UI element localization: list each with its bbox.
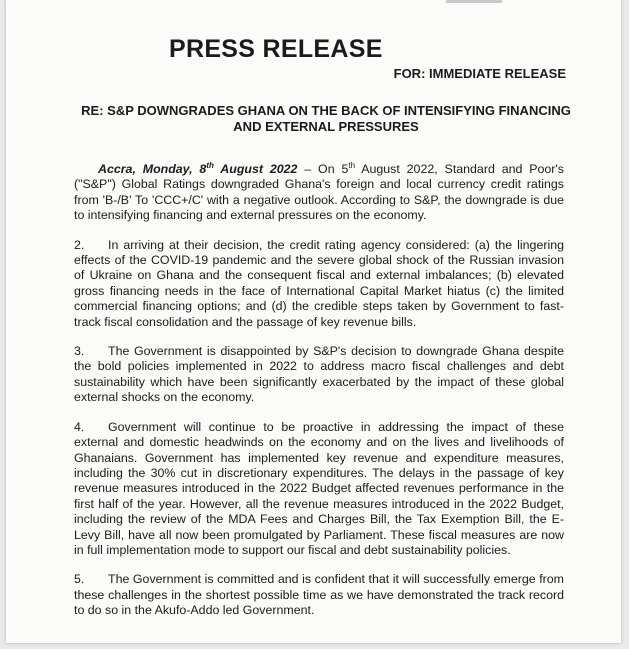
paragraph-1: Accra, Monday, 8th August 2022 – On 5th August 2022, Standard and Poor's ("S&P") Global Ratings downgraded Ghana's foreign and local currency credit ratings from 'B-/B' To 'CCC+/C' with a negative outlook. According to S&P, the downgrade is due to intensifying financing and external pressures on the economy. (74, 160, 564, 223)
subject-line: RE: S&P DOWNGRADES GHANA ON THE BACK OF INTENSIFYING FINANCING AND EXTERNAL PRESSURES (81, 103, 571, 134)
paragraph-3: 3. The Government is disappointed by S&P's decision to downgrade Ghana despite the bold policies implemented in 2022 to address macro fiscal challenges and debt sustainability which have been significantly exacerbated by the impact of these global external shocks on the economy. (74, 344, 564, 405)
paragraph-5: 5. The Government is committed and is confident that it will successfully emerge from these challenges in the shortest possible time as we have demonstrated the track record to do so in the Akufo-Addo led Government. (74, 572, 564, 618)
scan-artifact-mark (446, 0, 502, 3)
dateline: Accra, Monday, 8th August 2022 (98, 160, 298, 176)
paragraph-number: 4. (74, 419, 85, 434)
release-tag: FOR: IMMEDIATE RELEASE (393, 66, 566, 81)
paragraph-number: 3. (74, 344, 85, 359)
paragraph-number: 5. (74, 572, 85, 587)
paragraph-number: 2. (74, 237, 85, 252)
document-page (6, 0, 621, 643)
page-title: PRESS RELEASE (169, 35, 383, 63)
paragraph-2: 2. In arriving at their decision, the credit rating agency considered: (a) the lingering effects of the COVID-19 pandemic and the severe global shock of the Russian invasion of Ukraine on Ghana and the consequent fiscal and external imbalances; (b) elevated gross financing needs in the face of International Capital Market hiatus (c) the limited commercial financing options; and (d) the credible steps taken by Government to fast-track fiscal consolidation and the passage of key revenue bills. (74, 237, 564, 329)
paragraph-4: 4. Government will continue to be proactive in addressing the impact of these external and domestic headwinds on the economy and on the lives and livelihoods of Ghanaians. Government has implemented key revenue and expenditure measures, including the 30% cut in discretionary expenditures. The delays in the passage of key revenue measures introduced in the 2022 Budget affected revenues performance in the first half of the year. However, all the revenue measures introduced in the 2022 Budget, including the review of the MDA Fees and Charges Bill, the Tax Exemption Bill, the E-Levy Bill, have all now been promulgated by Parliament. These fiscal measures are now in full implementation mode to support our fiscal and debt sustainability policies. (74, 419, 564, 557)
body-text (74, 162, 564, 633)
